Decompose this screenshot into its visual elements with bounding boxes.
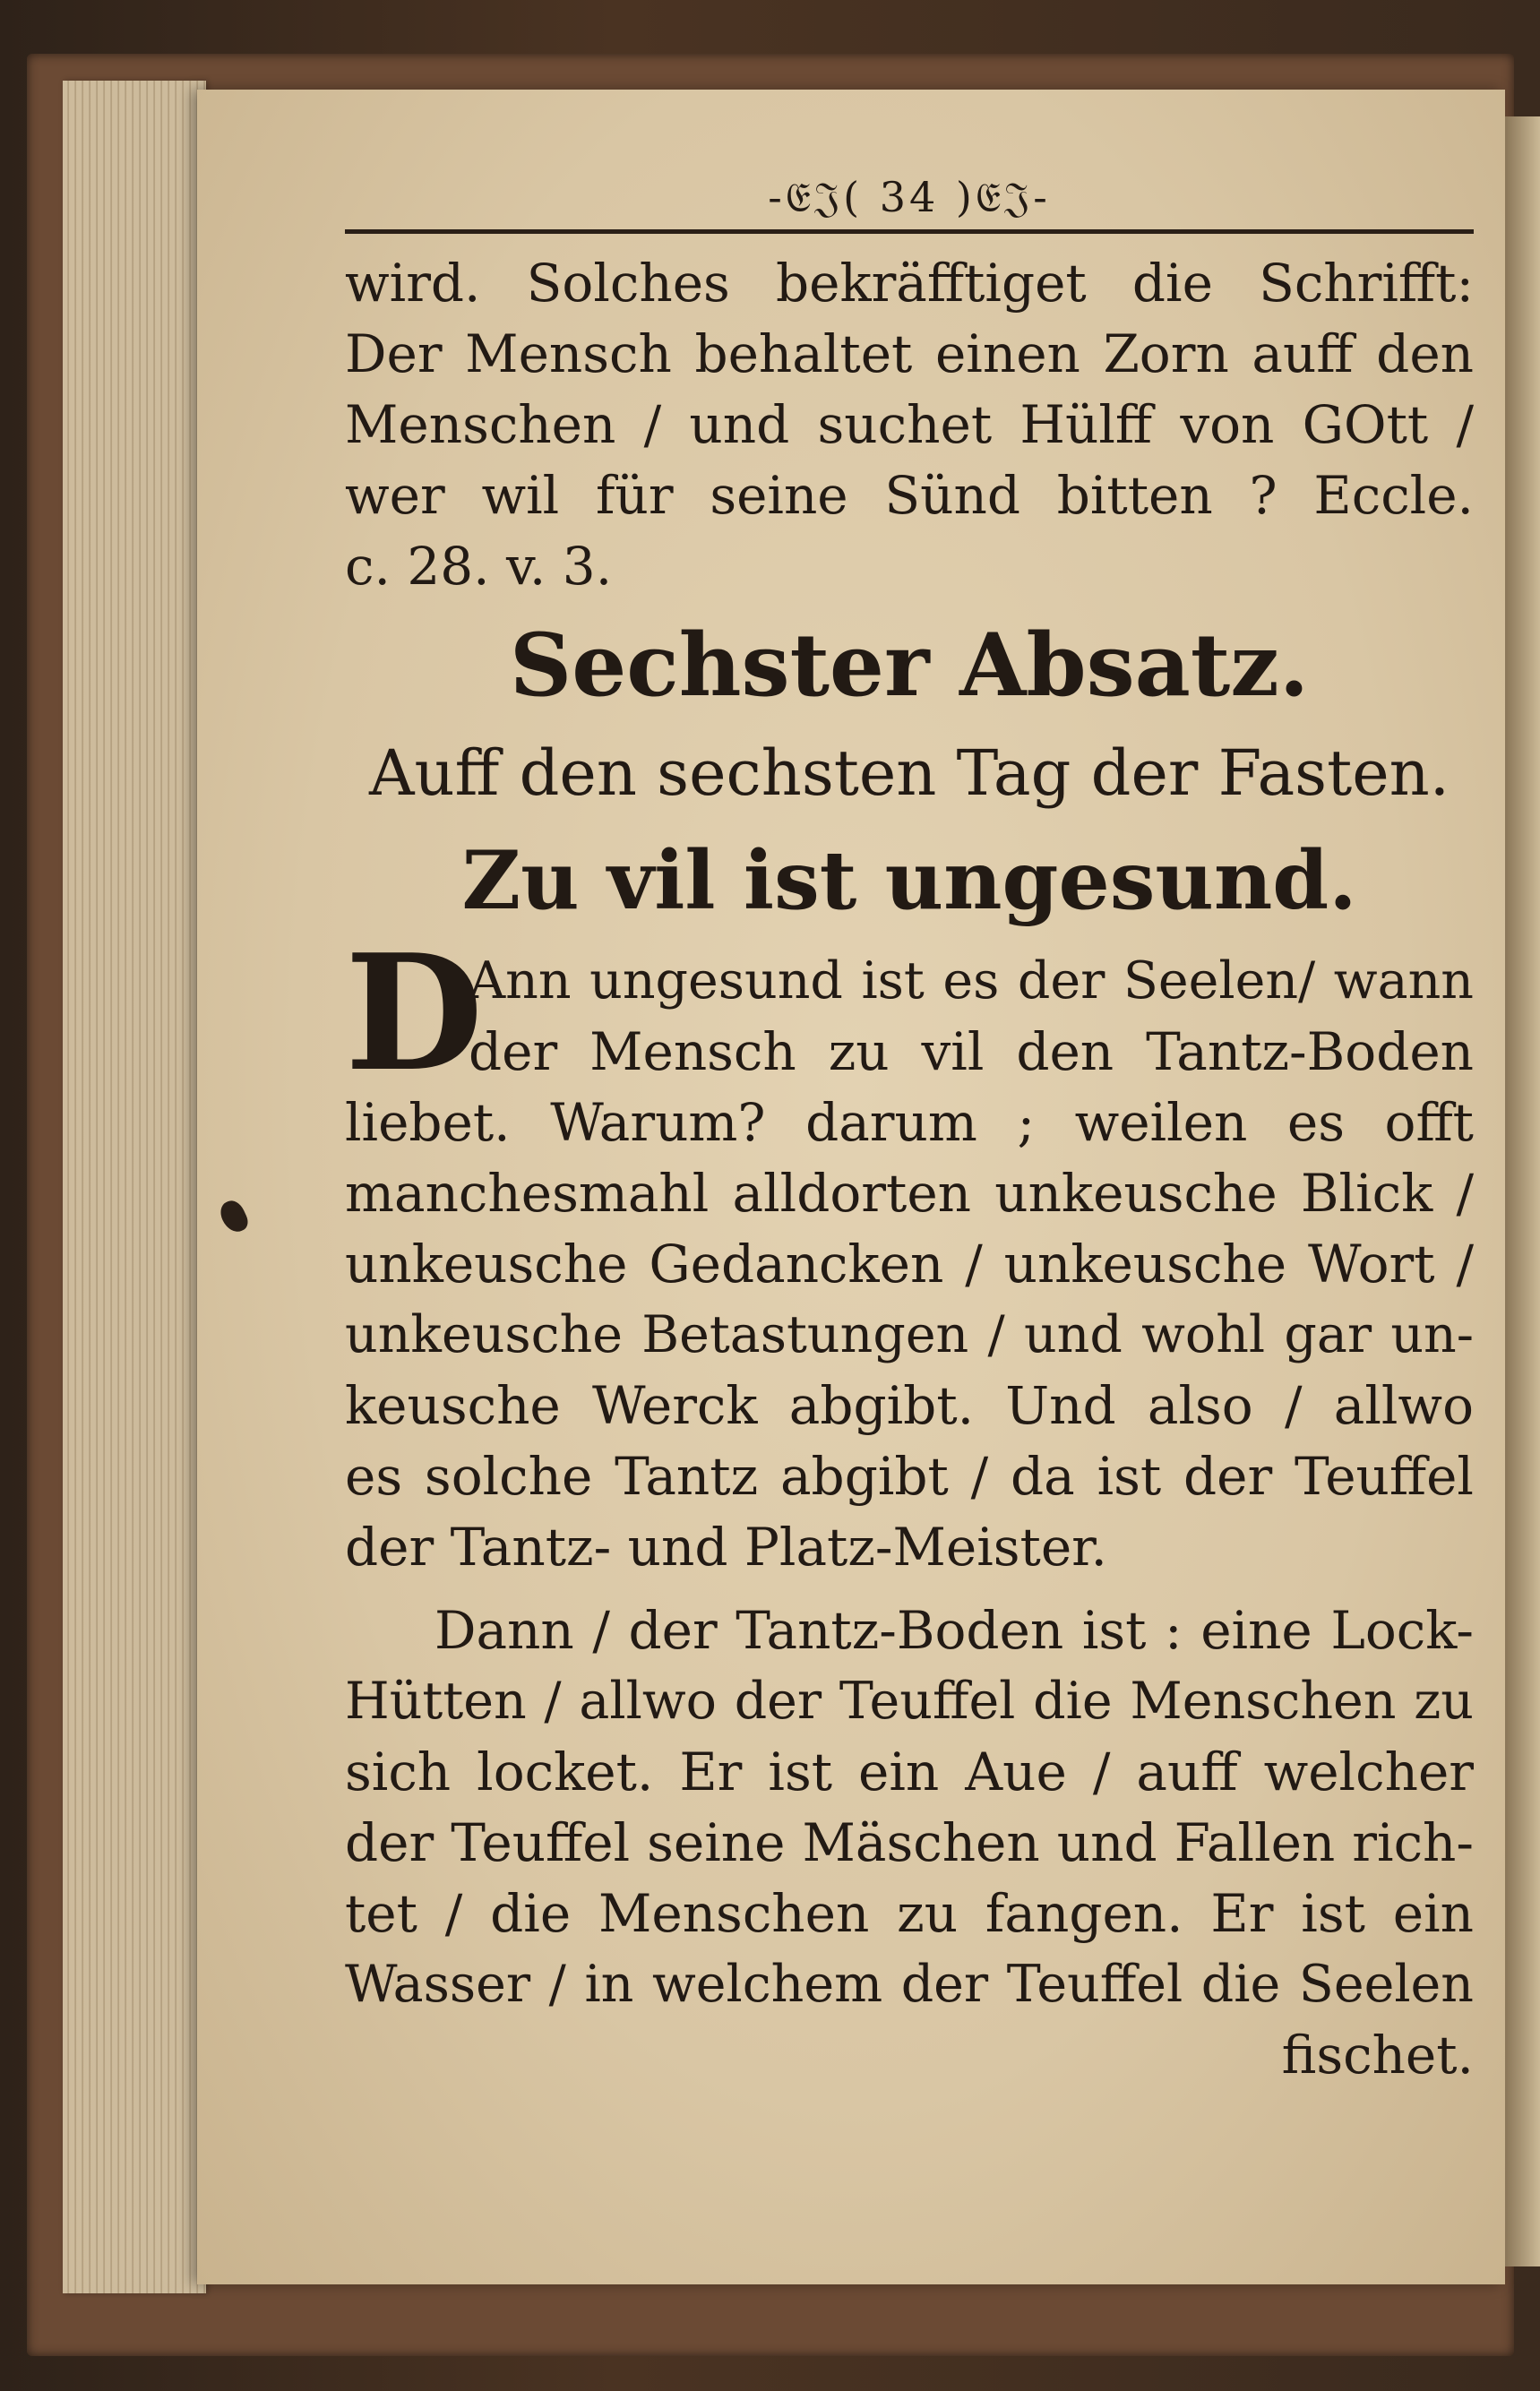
paragraph-2 — [345, 1595, 1474, 2091]
text-line: es solche Tantz abgibt / da ist der Teuffel — [345, 1446, 1474, 1507]
page-text — [345, 170, 1474, 2091]
text-line: wird. Solches bekräfftiget die Schrifft: — [345, 253, 1474, 314]
text-line: tet / die Menschen zu fangen. Er ist ein — [345, 1883, 1474, 1944]
text-line: Dann / der Tantz-Boden ist : eine Lock- — [434, 1600, 1474, 1661]
text-line: der Tantz- und Platz-Meister. — [345, 1517, 1107, 1578]
text-line: Menschen / und suchet Hülff von GOtt / — [345, 394, 1474, 455]
text-line: der Mensch zu vil den Tantz-Boden — [469, 1021, 1474, 1082]
text-line: c. 28. v. 3. — [345, 536, 613, 597]
text-line: der Teuffel seine Mäschen und Fallen rich- — [345, 1812, 1474, 1873]
text-line: unkeusche Gedancken / unkeusche Wort / — [345, 1234, 1474, 1294]
page-number-header: -𝔈𝔍( 34 )𝔈𝔍- — [768, 173, 1051, 221]
text-line: fischet. — [1281, 2025, 1474, 2086]
text-line: unkeusche Betastungen / und wohl gar un- — [345, 1305, 1474, 1364]
text-line: sich locket. Er ist ein Aue / auff welcher — [345, 1742, 1474, 1802]
text-line: keusche Werck abgibt. Und also / allwo — [345, 1375, 1474, 1436]
text-line: Ann ungesund ist es der Seelen/ wann — [469, 951, 1474, 1011]
section-title: Zu vil ist ungesund. — [461, 833, 1357, 928]
text-line: Wasser / in welchem der Teuffel die Seelen — [345, 1955, 1474, 2014]
page-edges — [63, 81, 206, 2293]
drop-cap: D — [345, 919, 484, 1106]
section-subheading: Auff den sechsten Tag der Fasten. — [369, 736, 1450, 810]
header-rule — [345, 229, 1474, 234]
text-line: Der Mensch behaltet einen Zorn auff den — [345, 323, 1474, 384]
facing-page-edge — [1505, 116, 1540, 2266]
section-heading: Sechster Absatz. — [509, 615, 1310, 716]
text-line: Hütten / allwo der Teuffel die Menschen zu — [345, 1672, 1474, 1731]
text-line: manchesmahl alldorten unkeusche Blick / — [345, 1163, 1474, 1224]
paragraph-1 — [345, 919, 1474, 1583]
text-line: liebet. Warum? darum ; weilen es offt — [345, 1092, 1474, 1153]
text-line: wer wil für seine Sünd bitten ? Eccle. — [345, 465, 1474, 526]
top-paragraph — [345, 248, 1474, 602]
